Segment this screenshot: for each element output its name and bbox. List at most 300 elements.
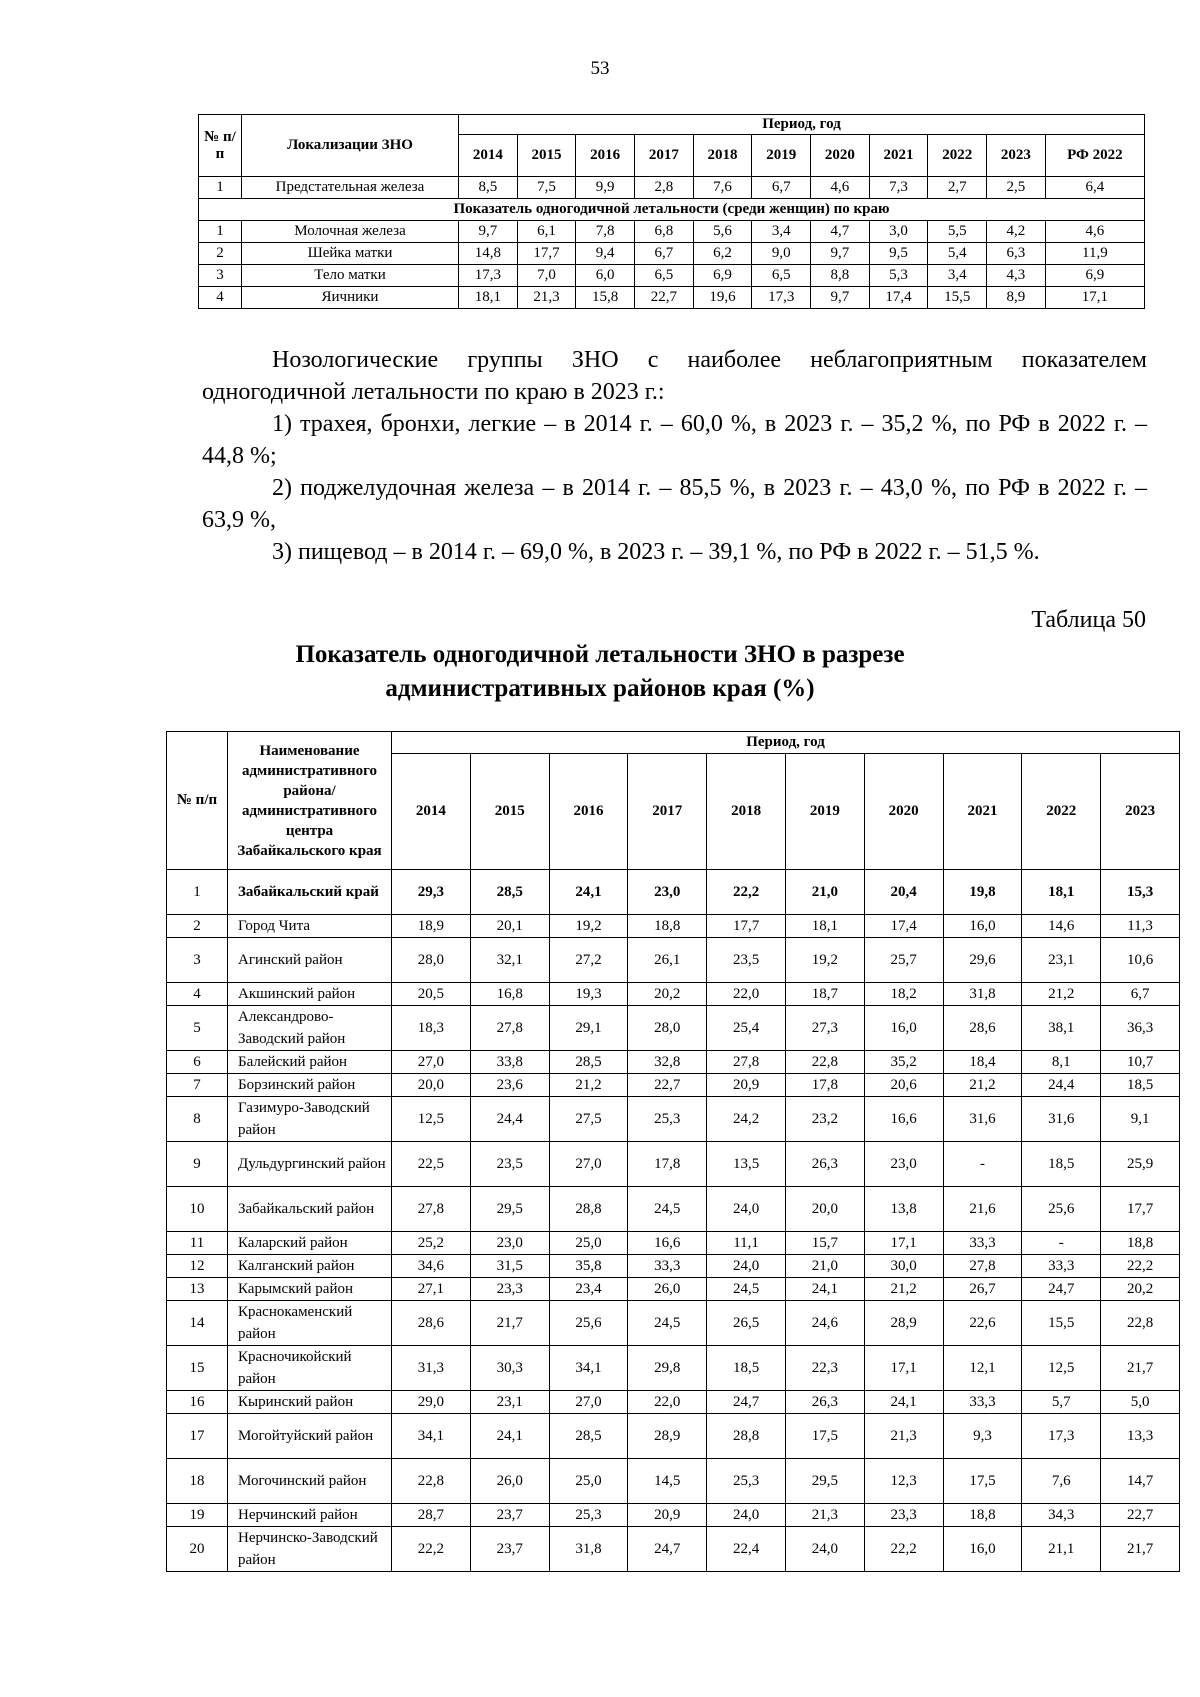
table-row bbox=[167, 1074, 1180, 1097]
table-row bbox=[167, 938, 1180, 983]
row-number: 7 bbox=[167, 1074, 228, 1097]
value-cell: 23,5 bbox=[707, 938, 786, 983]
table-row bbox=[167, 1459, 1180, 1504]
value-cell: 28,9 bbox=[864, 1301, 943, 1346]
col-num-header: № п/п bbox=[167, 732, 228, 870]
value-cell: 24,7 bbox=[707, 1391, 786, 1414]
value-cell: 34,6 bbox=[392, 1255, 471, 1278]
year-header: 2014 bbox=[459, 135, 518, 177]
value-cell: 8,9 bbox=[987, 287, 1046, 309]
section-title: Показатель одногодичной летальности (среди женщин) по краю bbox=[199, 199, 1145, 221]
value-cell: 24,5 bbox=[707, 1278, 786, 1301]
row-number: 1 bbox=[199, 177, 242, 199]
value-cell: 25,0 bbox=[549, 1459, 628, 1504]
value-cell: 24,1 bbox=[864, 1391, 943, 1414]
district-name: Дульдургинский район bbox=[228, 1142, 392, 1187]
value-cell: 21,2 bbox=[943, 1074, 1022, 1097]
row-number: 17 bbox=[167, 1414, 228, 1459]
table-row bbox=[167, 1346, 1180, 1391]
value-cell: 8,1 bbox=[1022, 1051, 1101, 1074]
value-cell: 15,5 bbox=[928, 287, 987, 309]
year-header: 2019 bbox=[785, 754, 864, 870]
value-cell: 24,1 bbox=[785, 1278, 864, 1301]
table-row bbox=[199, 243, 1145, 265]
value-cell: 33,3 bbox=[628, 1255, 707, 1278]
value-cell: 17,1 bbox=[864, 1346, 943, 1391]
table-row bbox=[167, 1187, 1180, 1232]
value-cell: 23,5 bbox=[470, 1142, 549, 1187]
value-cell: 17,3 bbox=[1022, 1414, 1101, 1459]
value-cell: 21,2 bbox=[549, 1074, 628, 1097]
value-cell: 9,7 bbox=[811, 243, 870, 265]
value-cell: 26,3 bbox=[785, 1391, 864, 1414]
value-cell: 29,6 bbox=[943, 938, 1022, 983]
year-header: 2018 bbox=[707, 754, 786, 870]
value-cell: 14,5 bbox=[628, 1459, 707, 1504]
localization-name: Молочная железа bbox=[242, 221, 459, 243]
value-cell: 9,5 bbox=[869, 243, 928, 265]
district-name: Газимуро-Заводский район bbox=[228, 1097, 392, 1142]
value-cell: 9,9 bbox=[576, 177, 635, 199]
value-cell: 26,3 bbox=[785, 1142, 864, 1187]
value-cell: 33,3 bbox=[1022, 1255, 1101, 1278]
value-cell: 13,8 bbox=[864, 1187, 943, 1232]
value-cell: 17,7 bbox=[707, 915, 786, 938]
value-cell: 31,8 bbox=[943, 983, 1022, 1006]
value-cell: 25,7 bbox=[864, 938, 943, 983]
district-name: Каларский район bbox=[228, 1232, 392, 1255]
value-cell: 4,6 bbox=[811, 177, 870, 199]
value-cell: 18,1 bbox=[1022, 870, 1101, 915]
table-row bbox=[199, 177, 1145, 199]
row-number: 3 bbox=[167, 938, 228, 983]
value-cell: 21,7 bbox=[470, 1301, 549, 1346]
value-cell: 34,1 bbox=[392, 1414, 471, 1459]
value-cell: 23,1 bbox=[1022, 938, 1101, 983]
paragraph-item-3: 3) пищевод – в 2014 г. – 69,0 %, в 2023 г. – 39,1 %, по РФ в 2022 г. – 51,5 %. bbox=[272, 539, 1040, 565]
value-cell: 10,6 bbox=[1101, 938, 1180, 983]
value-cell: 21,1 bbox=[1022, 1527, 1101, 1572]
value-cell: 18,8 bbox=[943, 1504, 1022, 1527]
district-name: Акшинский район bbox=[228, 983, 392, 1006]
value-cell: 27,5 bbox=[549, 1097, 628, 1142]
value-cell: 19,3 bbox=[549, 983, 628, 1006]
value-cell: 25,3 bbox=[628, 1097, 707, 1142]
value-cell: 6,7 bbox=[752, 177, 811, 199]
value-cell: 20,0 bbox=[392, 1074, 471, 1097]
value-cell: 33,8 bbox=[470, 1051, 549, 1074]
value-cell: 20,9 bbox=[707, 1074, 786, 1097]
value-cell: 17,4 bbox=[869, 287, 928, 309]
district-name: Могойтуйский район bbox=[228, 1414, 392, 1459]
value-cell: 19,2 bbox=[785, 938, 864, 983]
value-cell: 6,5 bbox=[635, 265, 694, 287]
value-cell: 24,6 bbox=[785, 1301, 864, 1346]
value-cell: 23,7 bbox=[470, 1527, 549, 1572]
value-cell: 21,2 bbox=[1022, 983, 1101, 1006]
value-cell: 22,2 bbox=[392, 1527, 471, 1572]
table-row bbox=[167, 915, 1180, 938]
table-title-line2: административных районов края (%) bbox=[385, 675, 815, 702]
value-cell: 19,2 bbox=[549, 915, 628, 938]
district-name: Александрово-Заводский район bbox=[228, 1006, 392, 1051]
value-cell: 18,4 bbox=[943, 1051, 1022, 1074]
table-title bbox=[0, 638, 1200, 706]
value-cell: 34,1 bbox=[549, 1346, 628, 1391]
value-cell: 22,6 bbox=[943, 1301, 1022, 1346]
district-name: Калганский район bbox=[228, 1255, 392, 1278]
value-cell: 17,1 bbox=[1045, 287, 1144, 309]
district-name: Краснокаменский район bbox=[228, 1301, 392, 1346]
value-cell: 17,3 bbox=[752, 287, 811, 309]
value-cell: 9,7 bbox=[459, 221, 518, 243]
value-cell: 6,9 bbox=[1045, 265, 1144, 287]
value-cell: 22,2 bbox=[1101, 1255, 1180, 1278]
value-cell: 25,2 bbox=[392, 1232, 471, 1255]
value-cell: 20,5 bbox=[392, 983, 471, 1006]
value-cell: 15,3 bbox=[1101, 870, 1180, 915]
value-cell: 17,5 bbox=[785, 1414, 864, 1459]
district-name: Город Чита bbox=[228, 915, 392, 938]
table-row bbox=[167, 870, 1180, 915]
value-cell: 2,8 bbox=[635, 177, 694, 199]
value-cell: 30,3 bbox=[470, 1346, 549, 1391]
district-name: Кыринский район bbox=[228, 1391, 392, 1414]
value-cell: - bbox=[1022, 1232, 1101, 1255]
table-row bbox=[167, 1278, 1180, 1301]
value-cell: 11,3 bbox=[1101, 915, 1180, 938]
value-cell: 24,4 bbox=[470, 1097, 549, 1142]
district-name: Могочинский район bbox=[228, 1459, 392, 1504]
value-cell: 24,4 bbox=[1022, 1074, 1101, 1097]
value-cell: 36,3 bbox=[1101, 1006, 1180, 1051]
value-cell: 10,7 bbox=[1101, 1051, 1180, 1074]
table-row bbox=[199, 265, 1145, 287]
district-name: Забайкальский район bbox=[228, 1187, 392, 1232]
value-cell: 24,0 bbox=[785, 1527, 864, 1572]
value-cell: 17,7 bbox=[1101, 1187, 1180, 1232]
value-cell: 23,0 bbox=[864, 1142, 943, 1187]
value-cell: 22,0 bbox=[707, 983, 786, 1006]
value-cell: 27,3 bbox=[785, 1006, 864, 1051]
value-cell: 29,1 bbox=[549, 1006, 628, 1051]
value-cell: 15,7 bbox=[785, 1232, 864, 1255]
value-cell: 7,3 bbox=[869, 177, 928, 199]
value-cell: 6,2 bbox=[693, 243, 752, 265]
value-cell: 35,8 bbox=[549, 1255, 628, 1278]
year-header: 2018 bbox=[693, 135, 752, 177]
value-cell: 9,3 bbox=[943, 1414, 1022, 1459]
year-header: 2016 bbox=[576, 135, 635, 177]
value-cell: 16,6 bbox=[628, 1232, 707, 1255]
value-cell: 2,5 bbox=[987, 177, 1046, 199]
value-cell: 16,0 bbox=[864, 1006, 943, 1051]
value-cell: 27,1 bbox=[392, 1278, 471, 1301]
value-cell: 4,2 bbox=[987, 221, 1046, 243]
section-row bbox=[199, 199, 1145, 221]
value-cell: 24,5 bbox=[628, 1301, 707, 1346]
value-cell: 17,4 bbox=[864, 915, 943, 938]
value-cell: 13,5 bbox=[707, 1142, 786, 1187]
row-number: 4 bbox=[199, 287, 242, 309]
value-cell: 33,3 bbox=[943, 1391, 1022, 1414]
year-header: 2023 bbox=[1101, 754, 1180, 870]
table-row bbox=[167, 1051, 1180, 1074]
value-cell: 18,8 bbox=[628, 915, 707, 938]
value-cell: 32,1 bbox=[470, 938, 549, 983]
row-number: 3 bbox=[199, 265, 242, 287]
value-cell: 22,3 bbox=[785, 1346, 864, 1391]
value-cell: 18,5 bbox=[707, 1346, 786, 1391]
value-cell: 16,8 bbox=[470, 983, 549, 1006]
value-cell: 16,0 bbox=[943, 1527, 1022, 1572]
value-cell: 28,5 bbox=[470, 870, 549, 915]
value-cell: 22,2 bbox=[864, 1527, 943, 1572]
value-cell: 24,1 bbox=[549, 870, 628, 915]
value-cell: 5,6 bbox=[693, 221, 752, 243]
value-cell: 18,5 bbox=[1101, 1074, 1180, 1097]
row-number: 10 bbox=[167, 1187, 228, 1232]
col-district-header: Наименование административного района/ административного центра Забайкальского края bbox=[228, 732, 392, 870]
value-cell: 32,8 bbox=[628, 1051, 707, 1074]
value-cell: 29,0 bbox=[392, 1391, 471, 1414]
value-cell: 20,0 bbox=[785, 1187, 864, 1232]
value-cell: 20,2 bbox=[1101, 1278, 1180, 1301]
district-name: Забайкальский край bbox=[228, 870, 392, 915]
value-cell: 27,8 bbox=[392, 1187, 471, 1232]
value-cell: 12,3 bbox=[864, 1459, 943, 1504]
value-cell: 20,6 bbox=[864, 1074, 943, 1097]
row-number: 20 bbox=[167, 1527, 228, 1572]
value-cell: 11,1 bbox=[707, 1232, 786, 1255]
row-number: 5 bbox=[167, 1006, 228, 1051]
row-number: 2 bbox=[199, 243, 242, 265]
value-cell: 26,0 bbox=[470, 1459, 549, 1504]
year-header: 2022 bbox=[928, 135, 987, 177]
value-cell: 8,8 bbox=[811, 265, 870, 287]
value-cell: 21,3 bbox=[785, 1504, 864, 1527]
value-cell: 28,6 bbox=[943, 1006, 1022, 1051]
value-cell: 24,1 bbox=[470, 1414, 549, 1459]
district-name: Борзинский район bbox=[228, 1074, 392, 1097]
value-cell: 26,5 bbox=[707, 1301, 786, 1346]
value-cell: 31,8 bbox=[549, 1527, 628, 1572]
value-cell: 31,6 bbox=[943, 1097, 1022, 1142]
value-cell: 38,1 bbox=[1022, 1006, 1101, 1051]
period-header: Период, год bbox=[459, 115, 1145, 135]
localization-name: Тело матки bbox=[242, 265, 459, 287]
value-cell: 28,7 bbox=[392, 1504, 471, 1527]
row-number: 14 bbox=[167, 1301, 228, 1346]
value-cell: 18,2 bbox=[864, 983, 943, 1006]
value-cell: 5,3 bbox=[869, 265, 928, 287]
value-cell: 6,5 bbox=[752, 265, 811, 287]
value-cell: 17,1 bbox=[864, 1232, 943, 1255]
year-header: 2017 bbox=[635, 135, 694, 177]
value-cell: 22,4 bbox=[707, 1527, 786, 1572]
value-cell: 24,5 bbox=[628, 1187, 707, 1232]
value-cell: 5,0 bbox=[1101, 1391, 1180, 1414]
value-cell: 6,0 bbox=[576, 265, 635, 287]
value-cell: 6,9 bbox=[693, 265, 752, 287]
row-number: 9 bbox=[167, 1142, 228, 1187]
year-header: РФ 2022 bbox=[1045, 135, 1144, 177]
localization-name: Яичники bbox=[242, 287, 459, 309]
paragraph-item-1: 1) трахея, бронхи, легкие – в 2014 г. – 60,0 %, в 2023 г. – 35,2 %, по РФ в 2022 г. – 44,8 %; bbox=[202, 411, 1147, 469]
value-cell: 23,1 bbox=[470, 1391, 549, 1414]
value-cell: 14,6 bbox=[1022, 915, 1101, 938]
value-cell: 33,3 bbox=[943, 1232, 1022, 1255]
table-row bbox=[167, 1142, 1180, 1187]
value-cell: 23,3 bbox=[470, 1278, 549, 1301]
row-number: 8 bbox=[167, 1097, 228, 1142]
value-cell: 21,0 bbox=[785, 1255, 864, 1278]
table-row bbox=[167, 1391, 1180, 1414]
page-number: 53 bbox=[590, 58, 610, 79]
table-row bbox=[167, 1097, 1180, 1142]
value-cell: 8,5 bbox=[459, 177, 518, 199]
value-cell: 20,4 bbox=[864, 870, 943, 915]
table-row bbox=[199, 287, 1145, 309]
value-cell: 20,1 bbox=[470, 915, 549, 938]
value-cell: 6,7 bbox=[1101, 983, 1180, 1006]
value-cell: 3,0 bbox=[869, 221, 928, 243]
value-cell: 21,7 bbox=[1101, 1346, 1180, 1391]
row-number: 1 bbox=[167, 870, 228, 915]
value-cell: 16,0 bbox=[943, 915, 1022, 938]
value-cell: 5,5 bbox=[928, 221, 987, 243]
value-cell: 22,0 bbox=[628, 1391, 707, 1414]
table-row bbox=[167, 1255, 1180, 1278]
district-name: Нерчинско-Заводский район bbox=[228, 1527, 392, 1572]
value-cell: 22,2 bbox=[707, 870, 786, 915]
table-row bbox=[167, 1301, 1180, 1346]
year-header: 2022 bbox=[1022, 754, 1101, 870]
value-cell: 31,3 bbox=[392, 1346, 471, 1391]
value-cell: 4,7 bbox=[811, 221, 870, 243]
value-cell: 13,3 bbox=[1101, 1414, 1180, 1459]
district-name: Карымский район bbox=[228, 1278, 392, 1301]
district-name: Нерчинский район bbox=[228, 1504, 392, 1527]
value-cell: 18,8 bbox=[1101, 1232, 1180, 1255]
year-header: 2021 bbox=[869, 135, 928, 177]
value-cell: 27,8 bbox=[470, 1006, 549, 1051]
value-cell: 5,4 bbox=[928, 243, 987, 265]
value-cell: 22,7 bbox=[635, 287, 694, 309]
row-number: 12 bbox=[167, 1255, 228, 1278]
period-header: Период, год bbox=[392, 732, 1180, 754]
value-cell: 15,8 bbox=[576, 287, 635, 309]
value-cell: 27,8 bbox=[707, 1051, 786, 1074]
value-cell: 18,1 bbox=[785, 915, 864, 938]
value-cell: 28,0 bbox=[628, 1006, 707, 1051]
value-cell: 3,4 bbox=[752, 221, 811, 243]
mortality-by-localization-table bbox=[198, 114, 1145, 309]
value-cell: 6,1 bbox=[517, 221, 576, 243]
year-header: 2017 bbox=[628, 754, 707, 870]
row-number: 13 bbox=[167, 1278, 228, 1301]
value-cell: 17,8 bbox=[628, 1142, 707, 1187]
value-cell: 26,1 bbox=[628, 938, 707, 983]
value-cell: 9,4 bbox=[576, 243, 635, 265]
value-cell: 28,5 bbox=[549, 1051, 628, 1074]
col-num-header: № п/п bbox=[199, 115, 242, 177]
value-cell: 24,2 bbox=[707, 1097, 786, 1142]
value-cell: 21,3 bbox=[517, 287, 576, 309]
district-name: Балейский район bbox=[228, 1051, 392, 1074]
value-cell: 19,8 bbox=[943, 870, 1022, 915]
table-row bbox=[167, 1527, 1180, 1572]
row-number: 2 bbox=[167, 915, 228, 938]
value-cell: 28,8 bbox=[549, 1187, 628, 1232]
value-cell: 27,2 bbox=[549, 938, 628, 983]
value-cell: 6,8 bbox=[635, 221, 694, 243]
value-cell: 24,7 bbox=[1022, 1278, 1101, 1301]
value-cell: 28,6 bbox=[392, 1301, 471, 1346]
value-cell: 27,8 bbox=[943, 1255, 1022, 1278]
value-cell: 28,5 bbox=[549, 1414, 628, 1459]
value-cell: 24,0 bbox=[707, 1504, 786, 1527]
table-label: Таблица 50 bbox=[1031, 607, 1146, 633]
value-cell: 12,1 bbox=[943, 1346, 1022, 1391]
value-cell: 23,0 bbox=[470, 1232, 549, 1255]
year-header: 2020 bbox=[864, 754, 943, 870]
value-cell: 11,9 bbox=[1045, 243, 1144, 265]
value-cell: 7,0 bbox=[517, 265, 576, 287]
table-row bbox=[167, 1414, 1180, 1459]
value-cell: 18,3 bbox=[392, 1006, 471, 1051]
table-row bbox=[167, 1232, 1180, 1255]
value-cell: 23,4 bbox=[549, 1278, 628, 1301]
value-cell: 6,7 bbox=[635, 243, 694, 265]
value-cell: 23,3 bbox=[864, 1504, 943, 1527]
value-cell: 6,3 bbox=[987, 243, 1046, 265]
value-cell: 16,6 bbox=[864, 1097, 943, 1142]
value-cell: 27,0 bbox=[549, 1142, 628, 1187]
value-cell: 31,5 bbox=[470, 1255, 549, 1278]
value-cell: 20,9 bbox=[628, 1504, 707, 1527]
value-cell: 18,5 bbox=[1022, 1142, 1101, 1187]
value-cell: 3,4 bbox=[928, 265, 987, 287]
value-cell: 21,2 bbox=[864, 1278, 943, 1301]
value-cell: 21,7 bbox=[1101, 1527, 1180, 1572]
value-cell: 20,2 bbox=[628, 983, 707, 1006]
paragraph-item-2: 2) поджелудочная железа – в 2014 г. – 85,5 %, в 2023 г. – 43,0 %, по РФ в 2022 г. – 63,9 %, bbox=[202, 475, 1147, 533]
year-header: 2015 bbox=[517, 135, 576, 177]
value-cell: 34,3 bbox=[1022, 1504, 1101, 1527]
value-cell: 25,9 bbox=[1101, 1142, 1180, 1187]
value-cell: 17,7 bbox=[517, 243, 576, 265]
district-name: Красночикойский район bbox=[228, 1346, 392, 1391]
value-cell: 21,6 bbox=[943, 1187, 1022, 1232]
value-cell: 23,0 bbox=[628, 870, 707, 915]
row-number: 15 bbox=[167, 1346, 228, 1391]
row-number: 11 bbox=[167, 1232, 228, 1255]
value-cell: 22,5 bbox=[392, 1142, 471, 1187]
value-cell: 27,0 bbox=[549, 1391, 628, 1414]
value-cell: 27,0 bbox=[392, 1051, 471, 1074]
value-cell: 31,6 bbox=[1022, 1097, 1101, 1142]
value-cell: 25,3 bbox=[707, 1459, 786, 1504]
value-cell: 23,6 bbox=[470, 1074, 549, 1097]
value-cell: 6,4 bbox=[1045, 177, 1144, 199]
value-cell: 9,0 bbox=[752, 243, 811, 265]
value-cell: 14,7 bbox=[1101, 1459, 1180, 1504]
row-number: 6 bbox=[167, 1051, 228, 1074]
value-cell: 12,5 bbox=[1022, 1346, 1101, 1391]
value-cell: 22,8 bbox=[392, 1459, 471, 1504]
value-cell: 28,0 bbox=[392, 938, 471, 983]
